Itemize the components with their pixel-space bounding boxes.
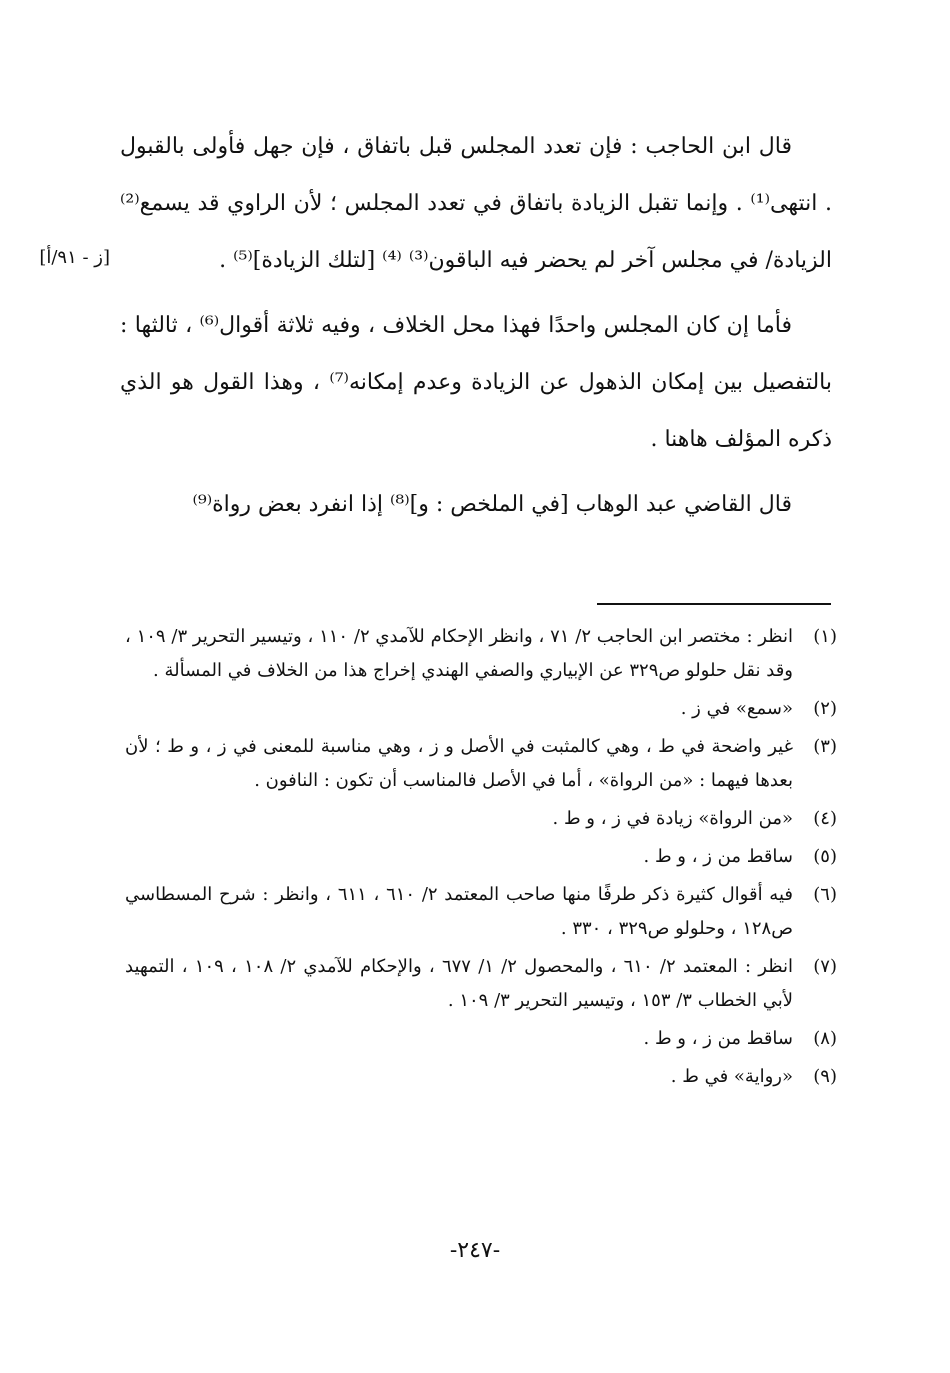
footnote-item xyxy=(125,840,837,874)
footnote-item xyxy=(125,878,837,946)
paragraph-3: قال القاضي عبد الوهاب [في الملخص : و]⁽⁸⁾ إذا انفرد بعض رواة⁽⁹⁾ xyxy=(192,492,792,517)
footnote-text: «من الرواة» زيادة في ز ، و ط . xyxy=(552,808,793,829)
footnote-text: «رواية» في ط . xyxy=(670,1066,793,1087)
footnote-item xyxy=(125,730,837,798)
footnote-number: (٩) xyxy=(813,1066,837,1087)
footnote-item xyxy=(125,802,837,836)
footnote-text: غير واضحة في ط ، وهي كالمثبت في الأصل و ز ، وهي مناسبة للمعنى في ز ، و ط ؛ لأن بعدها فيهما : «من الرواة» ، أما في الأصل فالمناسب أن تكون : النافون . xyxy=(125,736,793,791)
footnote-number: (٥) xyxy=(813,846,837,867)
footnote-text: انظر : المعتمد ٢/ ٦١٠ ، والمحصول ٢/ ١/ ٦٧٧ ، والإحكام للآمدي ٢/ ١٠٨ ، ١٠٩ ، التمهيد لأبي الخطاب ٣/ ١٥٣ ، وتيسير التحرير ٣/ ١٠٩ . xyxy=(125,956,793,1011)
footnote-item xyxy=(125,1022,837,1056)
main-body-text xyxy=(120,118,832,533)
footnotes-section xyxy=(125,620,837,1094)
manuscript-folio-marker: [ز - ٩١/أ] xyxy=(39,247,110,268)
footnote-item xyxy=(125,1060,837,1094)
footnote-item xyxy=(125,950,837,1018)
footnote-number: (٧) xyxy=(813,956,837,977)
footnote-number: (٣) xyxy=(813,736,837,757)
page-number: -٢٤٧- xyxy=(449,1238,501,1263)
footnote-text: انظر : مختصر ابن الحاجب ٢/ ٧١ ، وانظر الإحكام للآمدي ٢/ ١١٠ ، وتيسير التحرير ٣/ ١٠٩ ، وقد نقل حلولو ص٣٢٩ عن الإبياري والصفي الهندي إخراج هذا من الخلاف في المسألة . xyxy=(125,626,794,681)
footnote-number: (٢) xyxy=(813,698,837,719)
footnote-text: فيه أقوال كثيرة ذكر طرفًا منها صاحب المعتمد ٢/ ٦١٠ ، ٦١١ ، وانظر : شرح المسطاسي ص١٢٨ ، وحلولو ص٣٢٩ ، ٣٣٠ . xyxy=(125,884,793,939)
footnote-number: (١) xyxy=(813,626,837,647)
footnote-number: (٤) xyxy=(813,808,837,829)
footnote-text: ساقط من ز ، و ط . xyxy=(643,846,793,867)
footnote-divider xyxy=(597,603,831,605)
paragraph-2: فأما إن كان المجلس واحدًا فهذا محل الخلاف ، وفيه ثلاثة أقوال⁽⁶⁾ ، ثالثها : بالتفصيل بين إمكان الذهول عن الزيادة وعدم إمكانه⁽⁷⁾ ، وهذا القول هو الذي ذكره المؤلف هاهنا . xyxy=(120,313,832,452)
footnote-number: (٨) xyxy=(813,1028,837,1049)
footnote-item xyxy=(125,692,837,726)
footnote-text: ساقط من ز ، و ط . xyxy=(643,1028,793,1049)
footnote-number: (٦) xyxy=(813,884,837,905)
footnote-item xyxy=(125,620,837,688)
paragraph-1: قال ابن الحاجب : فإن تعدد المجلس قبل باتفاق ، فإن جهل فأولى بالقبول . انتهى⁽¹⁾ . وإنما تقبل الزيادة باتفاق في تعدد المجلس ؛ لأن الراوي قد يسمع⁽²⁾ الزيادة/ في مجلس آخر لم يحضر فيه الباقون⁽³⁾ ⁽⁴⁾ [لتلك الزيادة]⁽⁵⁾ . xyxy=(120,134,832,273)
footnote-text: «سمع» في ز . xyxy=(680,698,793,719)
